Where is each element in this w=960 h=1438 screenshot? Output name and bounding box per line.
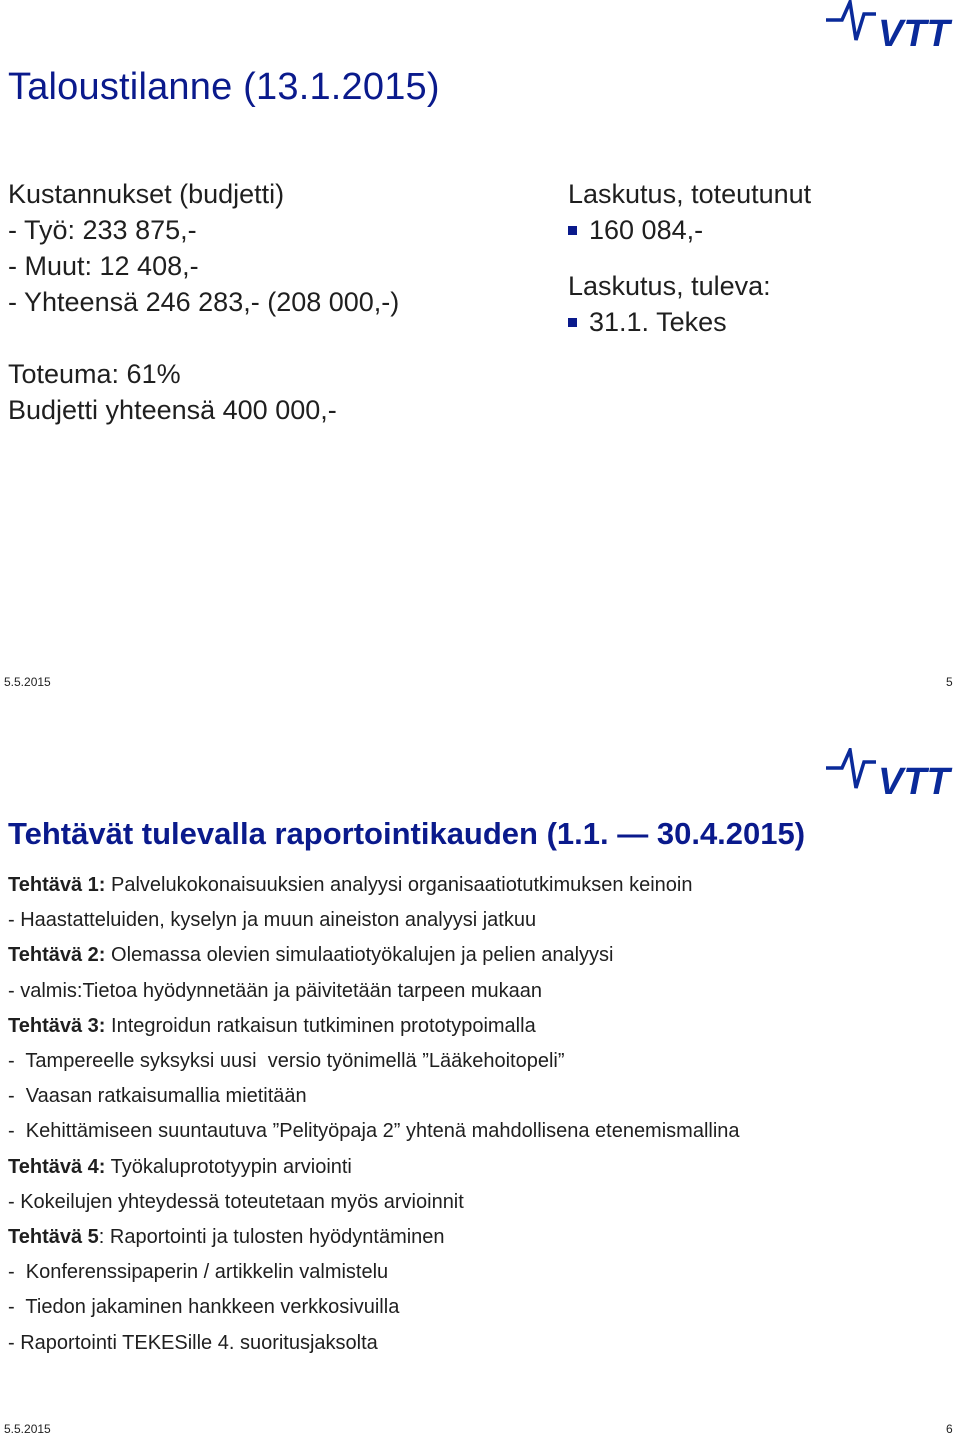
square-bullet-icon bbox=[568, 226, 577, 235]
billing-realized-heading: Laskutus, toteutunut bbox=[568, 179, 812, 209]
vtt-logo bbox=[826, 0, 958, 50]
svg-text:VTT: VTT bbox=[878, 13, 950, 50]
task-detail bbox=[8, 1114, 740, 1149]
billing-realized-item: 160 084,- bbox=[568, 212, 811, 248]
page-number: 5 bbox=[946, 675, 953, 689]
task-text: : Raportointi ja tulosten hyödyntäminen bbox=[98, 1226, 445, 1249]
page-number: 6 bbox=[946, 1422, 953, 1436]
task-heading bbox=[8, 1220, 740, 1255]
task-text: - Kokeilujen yhteydessä toteutetaan myös arvioinnit bbox=[8, 1190, 464, 1213]
task-label: Tehtävä 5 bbox=[8, 1226, 99, 1249]
task-detail bbox=[8, 903, 740, 938]
task-heading bbox=[8, 1009, 740, 1044]
task-label: Tehtävä 1: bbox=[8, 874, 106, 896]
task-detail bbox=[8, 1079, 740, 1114]
footer-date: 5.5.2015 bbox=[4, 675, 51, 689]
task-text: - Tiedon jakaminen hankkeen verkkosivuilla bbox=[8, 1296, 400, 1319]
task-detail bbox=[8, 1044, 740, 1079]
slide-title: Taloustilanne (13.1.2015) bbox=[8, 66, 440, 108]
cost-heading: Kustannukset (budjetti) bbox=[8, 179, 285, 209]
vtt-logo bbox=[826, 748, 958, 798]
cost-total: - Yhteensä 246 283,- (208 000,-) bbox=[8, 287, 400, 317]
task-label: Tehtävä 4: bbox=[8, 1155, 106, 1178]
task-text: - Haastatteluiden, kyselyn ja muun aineiston analyysi jatkuu bbox=[8, 909, 537, 932]
square-bullet-icon bbox=[568, 318, 577, 327]
cost-column bbox=[8, 176, 399, 428]
task-text: Integroidun ratkaisun tutkiminen prototypoimalla bbox=[105, 1014, 536, 1037]
task-text: Työkaluprototyypin arviointi bbox=[105, 1155, 352, 1178]
task-text: - Tampereelle syksyksi uusi versio työnimellä ”Lääkehoitopeli” bbox=[8, 1050, 565, 1073]
task-heading bbox=[8, 1150, 740, 1185]
task-detail bbox=[8, 1255, 740, 1290]
footer-date: 5.5.2015 bbox=[4, 1422, 51, 1436]
task-text: - valmis:Tietoa hyödynnetään ja päivitetään tarpeen mukaan bbox=[8, 979, 543, 1002]
billing-column bbox=[568, 176, 811, 340]
task-detail bbox=[8, 1326, 740, 1361]
slide-title: Tehtävät tulevalla raportointikauden (1.1. — 30.4.2015) bbox=[8, 816, 806, 851]
billing-upcoming-item: 31.1. Tekes bbox=[568, 304, 811, 340]
realization: Toteuma: 61% bbox=[8, 359, 181, 389]
spacer bbox=[8, 320, 399, 356]
cost-work: - Työ: 233 875,- bbox=[8, 215, 197, 245]
cost-other: - Muut: 12 408,- bbox=[8, 251, 199, 281]
task-list bbox=[8, 868, 740, 1361]
budget-total: Budjetti yhteensä 400 000,- bbox=[8, 395, 337, 425]
task-detail bbox=[8, 1290, 740, 1325]
billing-upcoming-heading: Laskutus, tuleva: bbox=[568, 271, 771, 301]
task-text: - Konferenssipaperin / artikkelin valmistelu bbox=[8, 1261, 389, 1284]
spacer bbox=[568, 248, 811, 268]
task-label: Tehtävä 3: bbox=[8, 1014, 106, 1037]
task-text: Palvelukokonaisuuksien analyysi organisaatiotutkimuksen keinoin bbox=[105, 874, 693, 896]
task-text: Olemassa olevien simulaatiotyökalujen ja pelien analyysi bbox=[105, 944, 614, 967]
task-detail bbox=[8, 974, 740, 1009]
task-label: Tehtävä 2: bbox=[8, 944, 106, 967]
task-heading bbox=[8, 938, 740, 973]
task-text: - Kehittämiseen suuntautuva ”Pelityöpaja 2” yhtenä mahdollisena etenemismallina bbox=[8, 1120, 740, 1143]
task-heading bbox=[8, 868, 740, 903]
svg-text:VTT: VTT bbox=[878, 761, 950, 798]
task-text: - Raportointi TEKESille 4. suoritusjaksolta bbox=[8, 1331, 378, 1354]
task-text: - Vaasan ratkaisumallia mietitään bbox=[8, 1085, 307, 1108]
task-detail bbox=[8, 1185, 740, 1220]
